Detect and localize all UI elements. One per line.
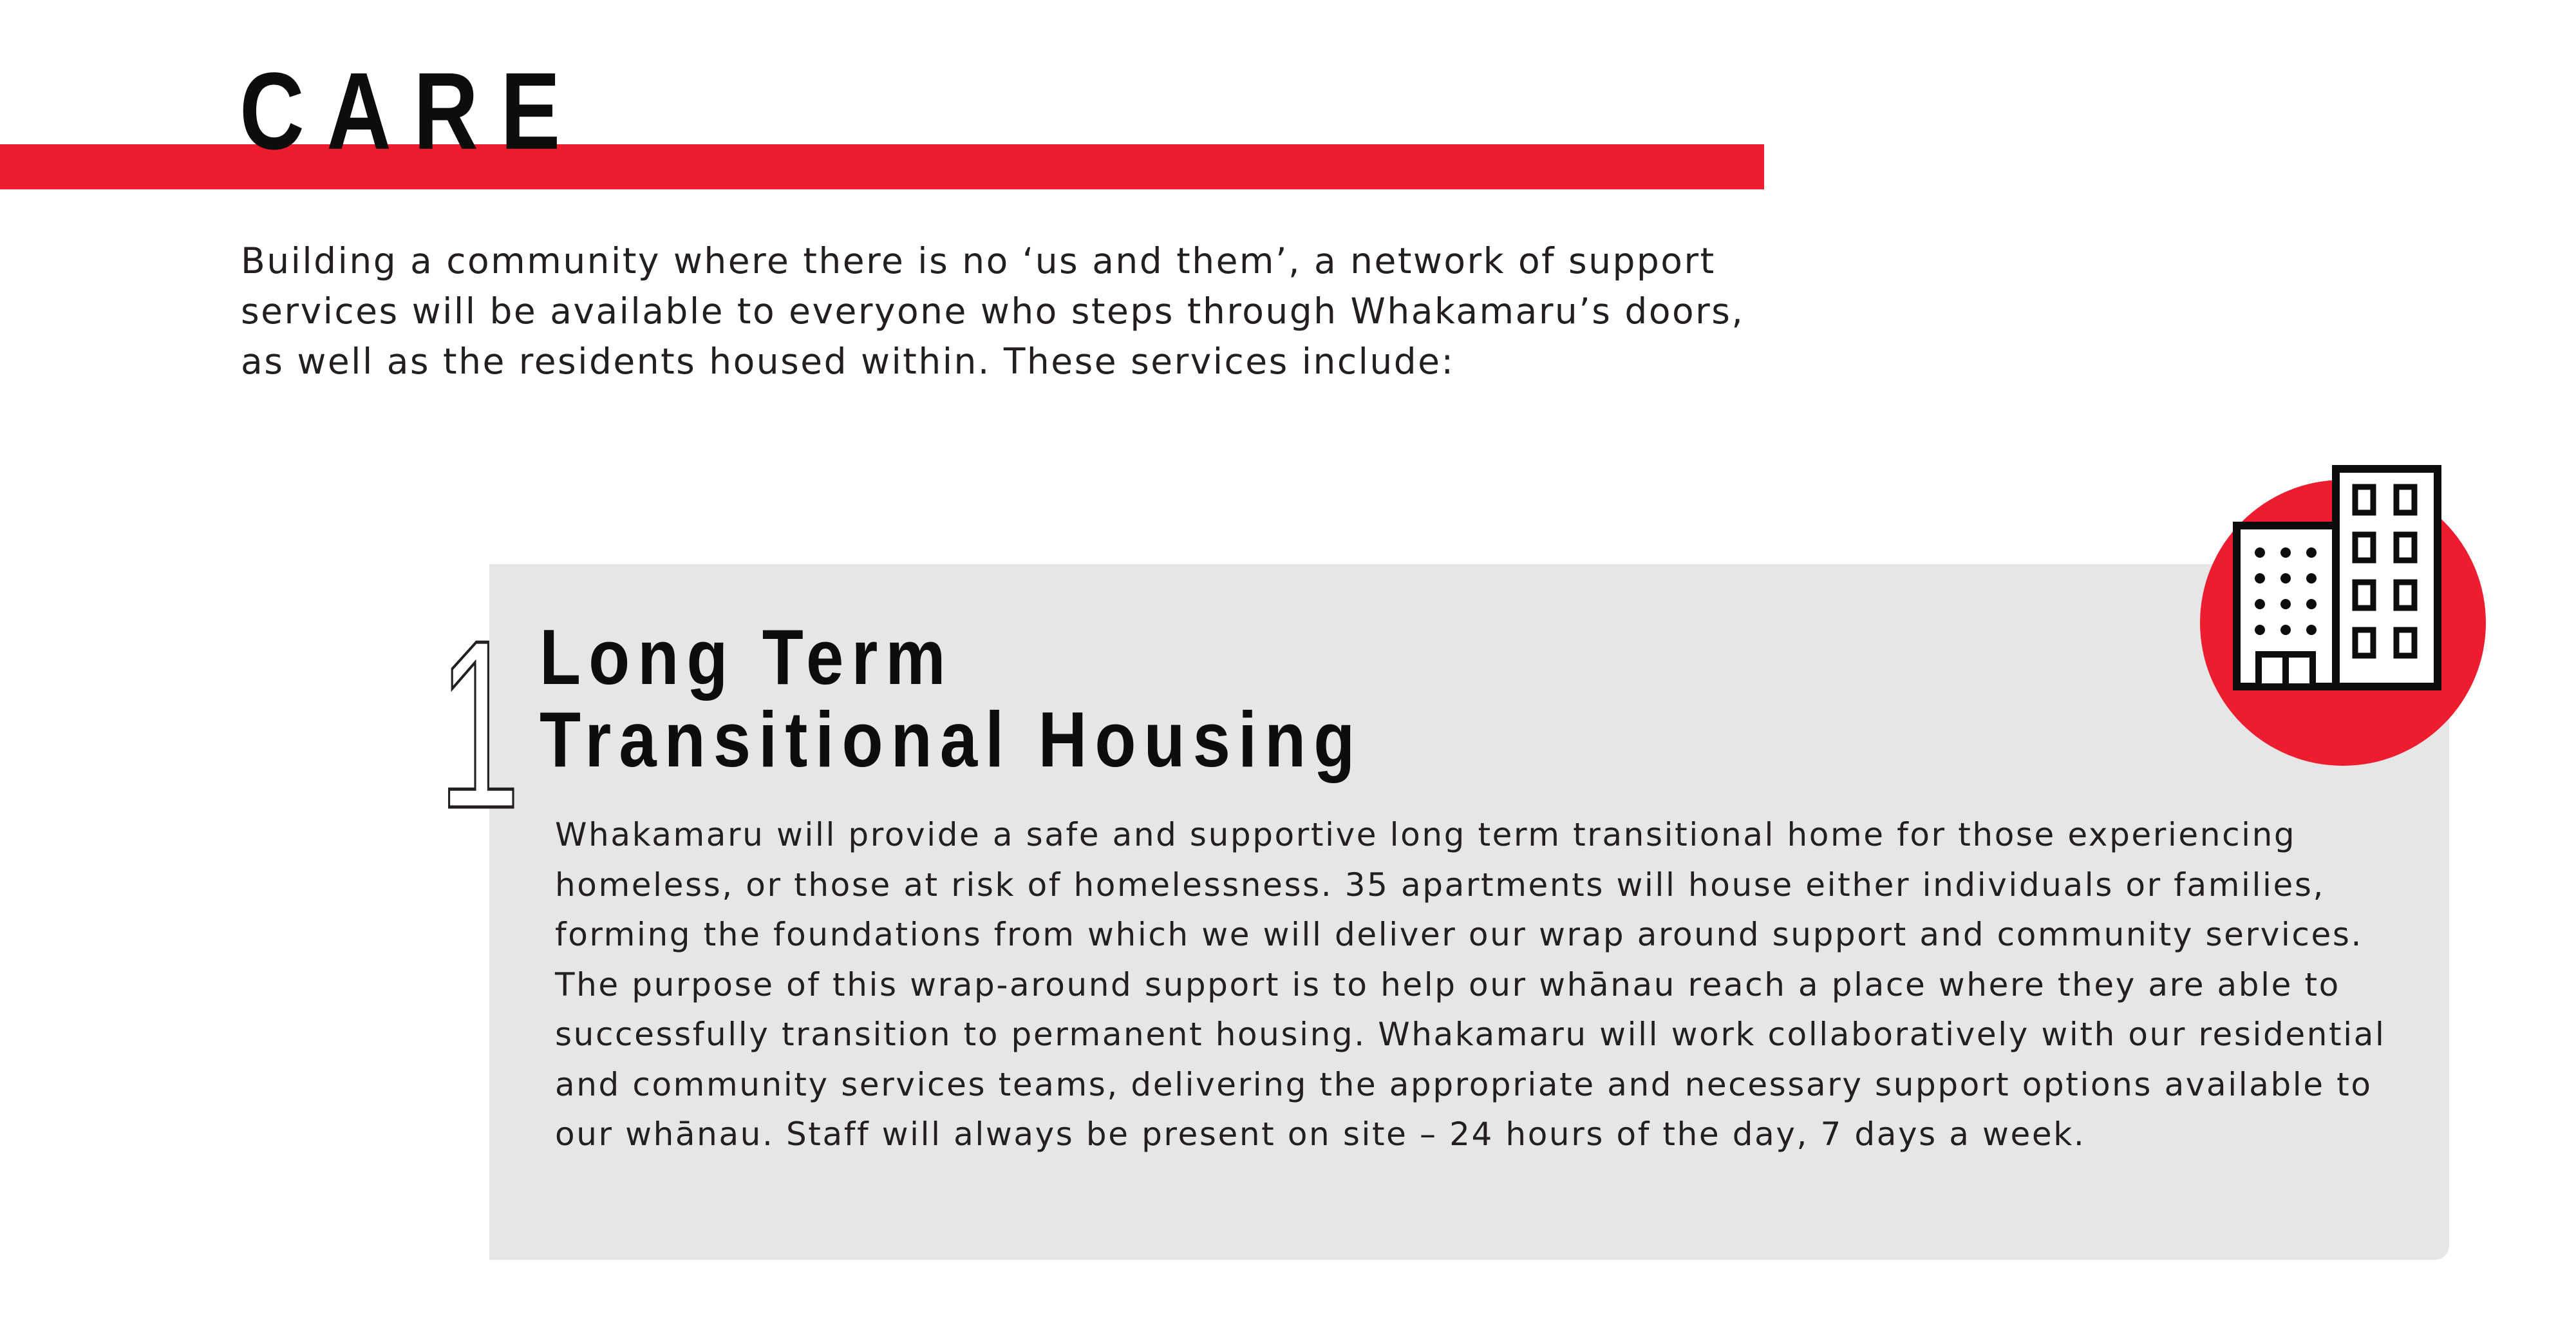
service-title-line-2: Transitional Housing: [540, 696, 1363, 783]
service-title: [540, 613, 1363, 783]
service-title-line-1: Long Term: [540, 613, 954, 701]
apartment-building-icon: [2198, 465, 2488, 768]
intro-paragraph: Building a community where there is no ‘us and them’, a network of support services will be available to everyone who steps through Whakamaru’s doors, as well as the residents housed within. These services include:: [241, 240, 1745, 382]
service-description: Whakamaru will provide a safe and supportive long term transitional home for those experiencing homeless, or those at risk of homelessness. 35 apartments will house either individuals or families, forming the foundations from which we will deliver our wrap around support and community services. The purpose of this wrap-around support is to help our whānau reach a place where they are able to successfully transition to permanent housing. Whakamaru will work collaboratively with our residential and community services teams, delivering the appropriate and necessary support options available to our whānau. Staff will always be present on site – 24 hours of the day, 7 days a week.: [555, 816, 2386, 1153]
service-number: 1: [438, 590, 521, 858]
page-title: CARE: [240, 50, 583, 173]
